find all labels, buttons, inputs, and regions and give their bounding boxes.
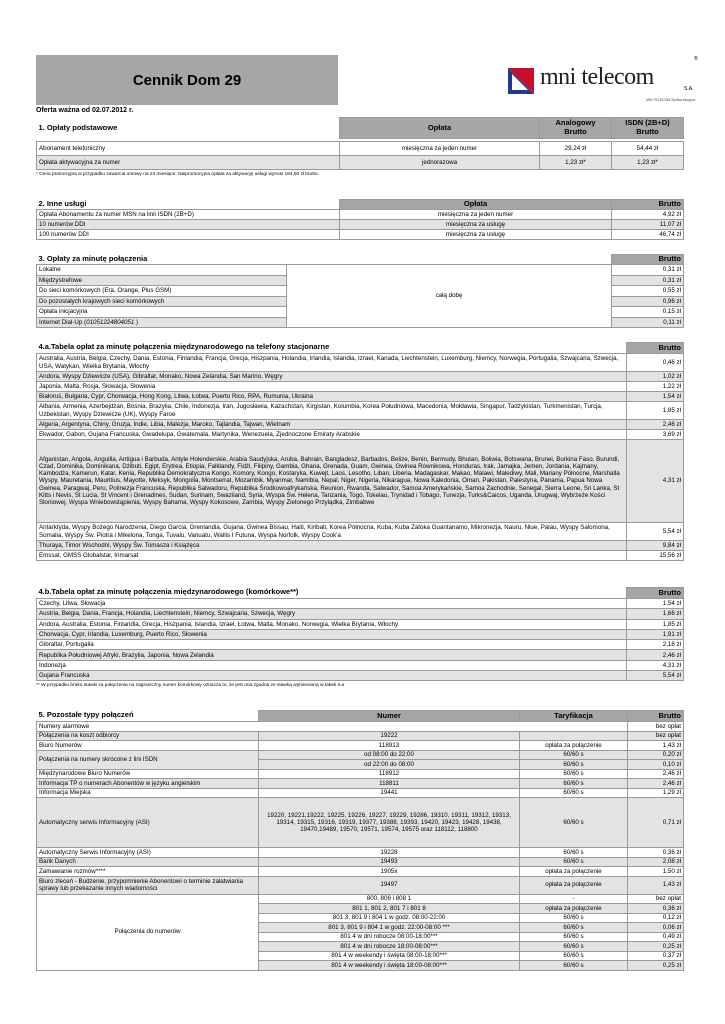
table-cell: bez opłat <box>628 894 684 904</box>
table-cell: 1,43 zł <box>628 741 684 751</box>
table-row <box>37 430 684 440</box>
table-cell: 54,44 zł <box>612 142 684 156</box>
table-cell: 5,54 zł <box>627 523 684 541</box>
table-cell: 801 4 w dni robocze 18:00-08:00*** <box>259 942 520 952</box>
table-cell: Lokalne <box>37 265 287 276</box>
table-row <box>37 382 684 392</box>
table-cell: Międzynarodowe Biuro Numerów <box>37 769 259 779</box>
table-cell: miesięczna za jeden numer <box>340 142 540 156</box>
table-row <box>37 671 684 681</box>
table-cell: Biuro zleceń - Budzenie, przypomnienie Abonentowi o terminie załatwiania sprawy lub przekazanie innych wiadomości <box>37 876 259 894</box>
table-cell: Internet Dial-Up (01051224804051 ) <box>37 317 287 328</box>
table-cell: 1,43 zł <box>628 876 684 894</box>
table-row <box>37 402 684 420</box>
table-row <box>37 857 684 867</box>
table-cell: 4,31 zł <box>627 440 684 523</box>
table-row <box>37 741 684 751</box>
table-cell: 0,15 zł <box>612 307 684 318</box>
table-cell: Australia, Austria, Belgia, Czechy, Dania, Estonia, Finlandia, Francja, Grecja, Hiszpania, Holandia, Irlandia, Islandia, Izrael, Kanada, Liechtenstein, Luxemburg, Niemcy, Norwegia, Portugalia, Szwajcaria, Szwecja, USA, Watykan, Wielka Brytania, Włochy <box>37 354 627 372</box>
table-cell: 801 3, 801 9 i 804 1 w godz. 22:00-08:00 *** <box>259 923 520 933</box>
table-cell: 801 1, 801 2, 801 7 i 801 8 <box>259 904 520 914</box>
table-cell: Andora, Australia, Estonia, Finlandia, Grecja, Hiszpania, Islandia, Izrael, Łotwa, Malta, Monako, Norwegia, Wielka Brytania, Włochy <box>37 619 627 629</box>
table-row <box>37 750 684 760</box>
table-cell: Automatyczny Serwis Informacyjny (ASI) <box>37 848 259 858</box>
table-cell: Do pozostałych krajowych sieci komórkowych <box>37 296 287 307</box>
table-cell: 1,54 zł <box>627 392 684 402</box>
logo-sa: S.A. <box>684 86 694 92</box>
table-cell: opłata za połączenie <box>520 867 628 877</box>
table-cell: 0,25 zł <box>628 961 684 971</box>
table-cell: 60/60 s <box>520 788 628 798</box>
table-cell: Połączenia na koszt odbiorcy <box>37 731 259 741</box>
table-cell: 0,71 zł <box>628 798 684 848</box>
table-cell: Antarktyda, Wyspy Bożego Narodzenia, Diego Garcia, Grenlandia, Gujana, Gwinea Bissau, Haiti, Kiribati, Korea Północna, Kuba, Kuba Zatoka Guantanamo, Mikronezja, Nauru, Niue, Palau, Wyspy Salomona, Somalia, Wyspy Św. Piotra i Mikelona, Tonga, Tuvalu, Vanuatu, Wallis I Futuna, Wyspa Norfolk, Wyspy Cook'a <box>37 523 627 541</box>
table-cell: Gujana Francuska <box>37 671 627 681</box>
table-cell: 0,37 zł <box>628 951 684 961</box>
table-cell: Opłata <box>340 200 612 210</box>
table-cell: miesięczna za usługę <box>340 230 612 240</box>
table-cell: miesięczna za jeden numer <box>340 210 612 220</box>
table-cell: 60/60 s <box>520 913 628 923</box>
table-cell: Automatyczny serwis Informacyjny (ASI) <box>37 798 259 848</box>
table-row <box>37 660 684 670</box>
table-cell: 2,46 zł <box>628 779 684 789</box>
table-row <box>37 265 684 276</box>
table-row <box>37 210 684 220</box>
table-cell: 60/60 s <box>520 932 628 942</box>
table-cell: Informacja TP o numerach Abonentów w języku angielskim <box>37 779 259 789</box>
table-cell: 1,91 zł <box>627 629 684 639</box>
table-cell: 1,23 zł* <box>540 156 612 170</box>
table-cell: 2,08 zł <box>628 857 684 867</box>
table-cell: 2,46 zł <box>627 650 684 660</box>
table-cell: 10 numerów DDI <box>37 220 340 230</box>
table-cell: Brutto <box>627 343 684 354</box>
table-row <box>37 220 684 230</box>
table-cell: Połączenia na numery skrócone z lini ISDN <box>37 750 259 769</box>
footnote: ** W przypadku braku stawki za połączenia na zagraniczny numer komórkowy oznacza to, że jest ona zgodna ze stawką wymienioną w tabeli 4.a <box>36 683 345 689</box>
table-cell: Numer <box>259 711 520 722</box>
table-cell: 0,31 zł <box>612 265 684 276</box>
period-cell: całą dobę <box>287 265 612 328</box>
section-title: 5. Pozostałe typy połączeń <box>38 710 134 720</box>
table-cell: Ekwador, Gabon, Gujana Francuska, Gwadelupa, Gwatemala, Martynika, Wenezuela, Zjednoczone Emiraty Arabskie <box>37 430 627 440</box>
table-row <box>37 599 684 609</box>
table-cell: 0,31 zł <box>612 275 684 286</box>
section-intl-mobile <box>36 587 683 689</box>
mni-logo-icon <box>506 66 536 96</box>
table-cell: 0,36 zł <box>628 904 684 914</box>
table-cell: 60/60 s <box>520 779 628 789</box>
table-row <box>37 629 684 639</box>
table-cell: Biuro Numerów <box>37 741 259 751</box>
table-cell: 60/60 s <box>520 848 628 858</box>
table-cell: Thuraya, Timor Wschodni, Wyspy Św. Tomasza i Książęca <box>37 541 627 551</box>
table-cell: 60/60 s <box>520 760 628 770</box>
table-cell: 19228 <box>259 848 520 858</box>
section-other-services <box>36 199 683 240</box>
table-cell: opłata za połączenie <box>520 904 628 914</box>
table-cell: Algeria, Argentyna, Chiny, Gruzja, Indie, Libia, Malezja, Maroko, Tajlandia, Tajwan, Wietnam <box>37 420 627 430</box>
table-cell: 801 3, 801 9 i 804 1 w godz. 08:00-22:00 <box>259 913 520 923</box>
table-row <box>37 523 684 541</box>
table-cell: miesięczna za usługę <box>340 220 612 230</box>
table-row <box>37 551 684 561</box>
offer-date: Oferta ważna od 02.07.2012 r. <box>36 107 134 114</box>
table-cell: 19493 <box>259 857 520 867</box>
table-cell: - <box>520 894 628 904</box>
table-cell: Opłata aktywacyjna za numer <box>37 156 340 170</box>
table-cell: 2,18 zł <box>627 640 684 650</box>
table-cell: 60/60 s <box>520 942 628 952</box>
table-cell: 0,96 zł <box>612 296 684 307</box>
table-cell: Republika Południowej Afryki, Brazylia, Japonia, Nowa Zelandia <box>37 650 627 660</box>
table-cell: 0,12 zł <box>628 913 684 923</box>
table-row <box>37 876 684 894</box>
table-row <box>37 392 684 402</box>
table-cell: Andora, Wyspy Dziewicze (USA), Gibraltar, Monako, Nowa Zelandia, San Marino, Węgry <box>37 372 627 382</box>
document-title: Cennik Dom 29 <box>36 55 338 105</box>
table-row <box>37 650 684 660</box>
table-cell: 29,24 zł <box>540 142 612 156</box>
table-cell: 60/60 s <box>520 769 628 779</box>
table-cell: bez opłat <box>628 731 684 741</box>
table-row <box>37 142 684 156</box>
table-cell: 46,74 zł <box>612 230 684 240</box>
section-title: 2. Inne usługi <box>38 199 87 208</box>
col-fee: Opłata <box>340 118 540 139</box>
table-cell: 2,46 zł <box>628 769 684 779</box>
section-title: 1. Opłaty podstawowe <box>38 122 118 132</box>
table-cell: 801 4 w weekendy i święta 08:00-18:00*** <box>259 951 520 961</box>
table-cell: Informacja Miejska <box>37 788 259 798</box>
table-cell: 118811 <box>259 779 520 789</box>
table-cell: 1,22 zł <box>627 382 684 392</box>
table-cell: 60/60 s <box>520 857 628 867</box>
table-cell: Brutto <box>627 588 684 599</box>
table-cell: 1,02 zł <box>627 372 684 382</box>
table-cell: opłata za połączenie <box>520 741 628 751</box>
table-cell: 0,20 zł <box>628 750 684 760</box>
footnote: * Cena promocyjna w przypadku zawarcia umowy na 24 miesiące. Niepromocyjna opłata za aktywację usługi wynosi 184,50 zł brutto. <box>36 172 319 177</box>
table-cell: 1,29 zł <box>628 788 684 798</box>
section-title: 3. Opłaty za minutę połączenia <box>38 254 148 263</box>
table-row <box>37 848 684 858</box>
table-cell: 60/60 s <box>520 750 628 760</box>
table-cell: Brutto <box>612 200 684 210</box>
company-logo <box>506 56 706 106</box>
table-cell: Albania, Armenia, Azerbejdżan, Bośnia, Brazylia, Chile, Indonezja, Iran, Jugosławia, Kazachstan, Kirgistan, Kolumbia, Korea Południowa, Macedonia, Mołdawia, Singapur, Tadżykistan, Turkmenistan, Turcja, Uzbekistan, Wyspy Dziewicze (UK), Wyspy Faroe <box>37 402 627 420</box>
table-row <box>37 541 684 551</box>
table-cell: Austria, Belgia, Dania, Francja, Holandia, Liechtenstein, Niemcy, Szwajcaria, Szwecja, Węgry <box>37 609 627 619</box>
table-cell: 800, 806 i 808 1 <box>259 894 520 904</box>
section-basic-fees <box>36 117 683 178</box>
table-row <box>37 619 684 629</box>
table-cell: 0,11 zł <box>612 317 684 328</box>
table-cell: Japonia, Malta, Rosja, Słowacja, Słowenia <box>37 382 627 392</box>
table-cell: 1,66 zł <box>627 609 684 619</box>
table-cell: Indonezja <box>37 660 627 670</box>
table-cell: 1,54 zł <box>627 599 684 609</box>
table-cell: Opłata inicjacyjna <box>37 307 287 318</box>
table-cell: 19441 <box>259 788 520 798</box>
table-row <box>37 156 684 170</box>
table-cell: 1,23 zł* <box>612 156 684 170</box>
table-cell: 9,84 zł <box>627 541 684 551</box>
table-cell: 60/60 s <box>520 961 628 971</box>
table-cell: Numery alarmowe <box>37 722 628 732</box>
table-cell: 1,85 zł <box>627 402 684 420</box>
table-row <box>37 894 684 904</box>
table-cell: bez opłat <box>628 722 684 732</box>
table-cell: 19497 <box>259 876 520 894</box>
section-intl-landline <box>36 342 683 561</box>
table-cell: jednorazowa <box>340 156 540 170</box>
table-cell: Do sieci komórkowych (Era, Orange, Plus GSM) <box>37 286 287 297</box>
table-cell: 60/60 s <box>520 798 628 848</box>
table-cell: Białoruś, Bułgaria, Cypr, Chorwacja, Hong Kong, Litwa, Łotwa, Puerto Rico, RPA, Rumunia, Ukraina <box>37 392 627 402</box>
table-cell: 0,06 zł <box>628 923 684 933</box>
table-cell: 15,56 zł <box>627 551 684 561</box>
table-row <box>37 372 684 382</box>
table-row <box>37 354 684 372</box>
table-cell: 801 4 w weekendy i święta 18:00-08:00*** <box>259 961 520 971</box>
logo-brand: mni telecom <box>540 64 654 90</box>
section-other-calls <box>36 710 683 971</box>
table-cell: Zamawianie rozmów**** <box>37 867 259 877</box>
table-cell: 100 numerów DDI <box>37 230 340 240</box>
table-row <box>37 798 684 848</box>
table-cell: 60/60 s <box>520 923 628 933</box>
table-row <box>37 788 684 798</box>
table-cell: 1905x <box>259 867 520 877</box>
table-cell: Międzystrefowe <box>37 275 287 286</box>
table-cell: Czechy, Litwa, Słowacja <box>37 599 627 609</box>
table-cell: 4,31 zł <box>627 660 684 670</box>
table-cell: opłata za połączenie <box>520 876 628 894</box>
section-title: 4.b.Tabela opłat za minutę połączenia międzynarodowego (komórkowe**) <box>38 587 299 597</box>
table-cell: 2,46 zł <box>627 420 684 430</box>
table-row <box>37 779 684 789</box>
table-cell: 11,07 zł <box>612 220 684 230</box>
section-title: 4.a.Tabela opłat za minutę połączenia międzynarodowego na telefony stacjonarne <box>38 342 330 352</box>
table-cell: 4,92 zł <box>612 210 684 220</box>
section-per-minute <box>36 254 683 328</box>
table-cell: 1,50 zł <box>628 867 684 877</box>
table-cell: 118912 <box>259 769 520 779</box>
table-row <box>37 640 684 650</box>
table-cell: 0,25 zł <box>628 942 684 952</box>
table-cell: Taryfikacja <box>520 711 628 722</box>
col-isdn: ISDN (2B+D) Brutto <box>612 118 684 139</box>
table-cell: 801 4 w dni robocze 08:00-18:00*** <box>259 932 520 942</box>
table-row <box>37 769 684 779</box>
logo-subtitle: MNI TELECOM Spółka Akcyjna <box>646 98 695 102</box>
table-row <box>37 731 684 741</box>
table-cell: 0,36 zł <box>628 848 684 858</box>
table-cell: 1,85 zł <box>627 619 684 629</box>
table-cell: 0,55 zł <box>612 286 684 297</box>
table-row <box>37 722 684 732</box>
table-cell: 3,69 zł <box>627 430 684 440</box>
table-cell: Emssat, GMSS Globalstar, Inmarsat <box>37 551 627 561</box>
table-cell: Opłata Abonamentu za numer MSN na linii ISDN (2B+D) <box>37 210 340 220</box>
table-row <box>37 420 684 430</box>
table-cell: 19220, 19221,19222, 19225, 19226, 19227, 19229, 19286, 19310, 19311, 19312, 19313, 19314, 19315, 19316, 19319, 19377, 19388, 19393, 19420, 19423, 19428, 19438, 19470,19489, 19570, 19571, 19574, 19575 oraz 118112, 118800 <box>259 798 520 848</box>
table-cell: 5,54 zł <box>627 671 684 681</box>
table-cell: Bank Danych <box>37 857 259 867</box>
logo-reg: ® <box>694 56 698 62</box>
table-cell: 118913 <box>259 741 520 751</box>
table-row <box>37 230 684 240</box>
table-row <box>37 609 684 619</box>
table-row <box>37 867 684 877</box>
table-row <box>37 440 684 523</box>
table-cell: od 08:00 do 22:00 <box>259 750 520 760</box>
table-cell: Brutto <box>612 255 684 265</box>
table-cell: 60/60 s <box>520 951 628 961</box>
table-cell: Połączenia do numerów <box>37 894 259 970</box>
table-cell: od 22:00 do 08:00 <box>259 760 520 770</box>
table-cell: Abonament telefoniczny <box>37 142 340 156</box>
table-cell: Brutto <box>628 711 684 722</box>
table-cell: Afganistan, Angola, Anguilla, Antigua i Barbuda, Antyle Holenderskie, Arabia Saudyjska, Aruba, Bahrain, Bangladesz, Barbados, Belize, Benin, Bermudy, Bhutan, Boliwia, Botswana, Brunei, Burkina Faso, Burundi, Czad, Dominika, Dominikana, Dżibuti, Egipt, Erytrea, Etiopia, Falklandy, Fidżi, Filipiny, Gambia, Ghana, Grenada, Guam, Gwinea, Gwinea Równikowa, Honduras, Irak, Jamajka, Jemen, Jordania, Kajmany, Kambodża, Kamerun, Katar, Kenia, Republika Demokratyczna Kongo, Komory, Kongo, Kostaryka, Kuwejt, Laos, Lesotho, Liban, Liberia, Madagaskar, Makao, Malawi, Malediwy, Mali, Mariany Północne, Marshalla Wyspy, Mauretania, Mauritius, Mayotte, Meksyk, Mongolia, Montserrat, Mozambik, Myanmar, Namibia, Nepal, Niger, Nigeria, Nikaragua, Nowa Kaledonia, Oman, Pakistan, Palestyna, Panama, Papua Nowa Gwinea, Paragwaj, Peru, Polinezja Francuska, Republika Salwadoru, Republika Środkowoafrykańska, Reunion, Rwanda, Salwador, Samoa Amerykańskie, Samoa Zachodnie, Senegal, Sierra Leone, Sri Lanka, St Kitts i Nevis, St Lucia, St Vincent i Grenadines, Sudan, Surinam, Swaziland, Syria, Wyspa Św. Helena, Tanzania, Togo, Tokelau, Trynidad i Tobago, Tunezja, Turks&Caicos, Uganda, Urugwaj, Wybrzeże Kości Słoniowej, Wyspa Wniebowstąpienia, Wyspy Bahama, Wyspy Kokosowe, Zambia, Wyspy Zielonego Przylądka, Zimbabwe <box>37 440 627 523</box>
table-cell: 0,49 zł <box>628 932 684 942</box>
table-cell: 0,46 zł <box>627 354 684 372</box>
table-cell: Gibraltar, Portugalia <box>37 640 627 650</box>
col-analog: Analogowy Brutto <box>540 118 612 139</box>
table-cell: Chorwacja, Cypr, Irlandia, Luxemburg, Puerto Rico, Słowenia <box>37 629 627 639</box>
table-cell: 19222 <box>259 731 520 741</box>
table-cell <box>520 731 628 741</box>
table-cell: 0,10 zł <box>628 760 684 770</box>
